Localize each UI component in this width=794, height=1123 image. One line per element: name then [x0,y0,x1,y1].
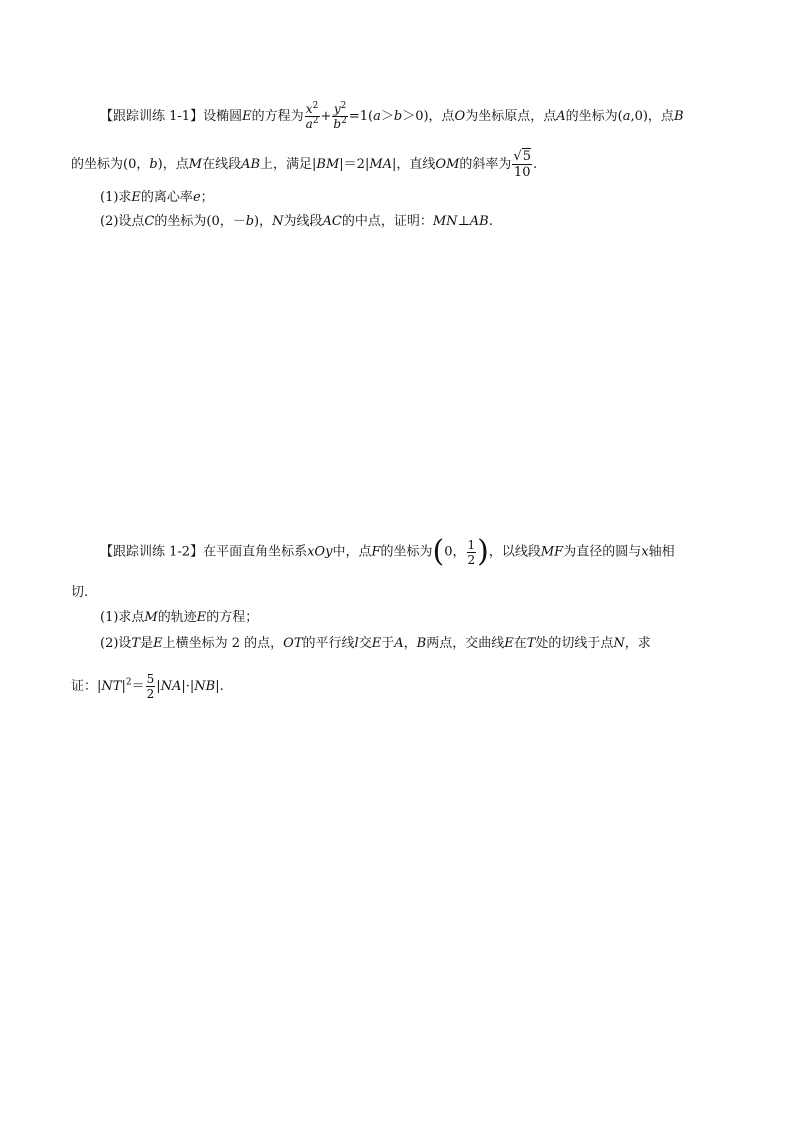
problem1-line2: 的坐标为(0，b)，点M在线段AB上，满足|BM|＝2|MA|，直线OM的斜率为 $\frac{√5}{10}$ . [71,149,538,180]
problem2-tag: 【跟踪训练 1-2】 [100,544,204,560]
problem2-line1: 【跟踪训练 1-2】在平面直角坐标系xOy中，点F的坐标为(0， $\frac{1}{2}$ )，以线段MF为直径的圆与x轴相 [100,534,675,569]
problem2-line2: 切. [71,585,89,600]
problem1-question1: (1)求E的离心率e； [100,190,214,205]
problem1-tag: 【跟踪训练 1-1】 [100,109,204,124]
fraction-1-2: $\frac{1}{2}$ [467,537,476,567]
problem1-line1: 【跟踪训练 1-1】设椭圆E的方程为 $\frac{x^2}{a^2}$ + $\frac{y^2}{b^2}$ =1(a＞b＞0)，点O为坐标原点，点A的坐标为(a,0)，点B [100,101,684,131]
fraction-x2-a2: $\frac{x^2}{a^2}$ [305,101,319,131]
problem2-question2: (2)设T是E上横坐标为 2 的点，OT的平行线l交E于A，B两点，交曲线E在T处的切线于点N，求 [100,636,651,651]
fraction-y2-b2: $\frac{y^2}{b^2}$ [333,101,347,131]
fraction-5-2: $\frac{5}{2}$ [146,672,155,701]
problem2-question1: (1)求点M的轨迹E的方程； [100,610,259,625]
problem2-line4: 证：$|NT|^2=$ $\frac{5}{2}$ |NA|·|NB|. [71,672,224,701]
problem1-question2: (2)设点C的坐标为(0，－b)，N为线段AC的中点，证明：MN⊥AB. [100,214,493,229]
fraction-sqrt5-10: $\frac{√5}{10}$ [513,149,531,180]
